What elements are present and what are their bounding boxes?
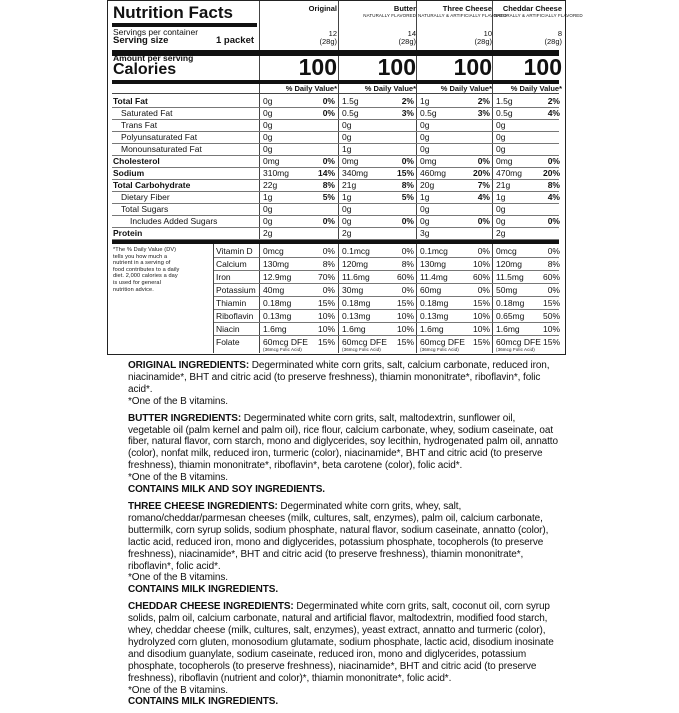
nutrient-amount-mono-1: 1g <box>342 144 352 154</box>
vitamin-amount-potassium-1: 30mg <box>342 285 364 295</box>
cheddar-cheese-b-vitamins-note: *One of the B vitamins. <box>128 684 228 696</box>
vitamin-amount-thiamin-3: 0.18mg <box>496 298 525 308</box>
dv-rule <box>112 93 559 94</box>
column-header-1: Butter <box>393 4 416 13</box>
nutrient-amount-mono-2: 0g <box>420 144 430 154</box>
calories-value-0: 100 <box>298 54 337 80</box>
serving-grams-0: (28g) <box>319 37 337 46</box>
calories-value-2: 100 <box>453 54 492 80</box>
nutrient-dv-chol-0: 0% <box>322 156 335 166</box>
panel-title: Nutrition Facts <box>113 3 233 22</box>
nutrient-amount-chol-0: 0mg <box>263 156 280 166</box>
nutrient-dv-sodium-1: 15% <box>396 168 414 178</box>
serving-grams-3: (28g) <box>544 37 562 46</box>
vitamin-amount-vitd-3: 0mcg <box>496 246 517 256</box>
vitamin-dv-calcium-3: 8% <box>547 259 560 269</box>
nutrient-dv-fat-3: 2% <box>547 96 560 106</box>
folic-acid-note-2: (36mcg Folic Acid) <box>420 347 459 352</box>
nutrient-label-fat: Total Fat <box>113 96 148 106</box>
nutrient-amount-fiber-3: 1g <box>496 192 506 202</box>
vitamin-dv-folate-2: 15% <box>472 337 490 347</box>
nutrient-amount-trans-1: 0g <box>342 120 352 130</box>
vitamin-dv-potassium-3: 0% <box>547 285 560 295</box>
nutrient-amount-fiber-2: 1g <box>420 192 430 202</box>
vitamin-dv-riboflavin-3: 50% <box>542 311 560 321</box>
vitamin-dv-potassium-0: 0% <box>322 285 335 295</box>
vitamin-dv-riboflavin-0: 10% <box>317 311 335 321</box>
nutrient-amount-fat-3: 1.5g <box>496 96 513 106</box>
nutrient-amount-sat-2: 0.5g <box>420 108 437 118</box>
vitamin-dv-riboflavin-1: 10% <box>396 311 414 321</box>
vitamin-label-riboflavin: Riboflavin <box>216 311 254 321</box>
nutrient-dv-carb-0: 8% <box>322 180 335 190</box>
vitamin-amount-calcium-1: 120mg <box>342 259 368 269</box>
row-rule <box>112 239 559 240</box>
vitamin-dv-vitd-0: 0% <box>322 246 335 256</box>
vitamin-dv-iron-1: 60% <box>396 272 414 282</box>
vitamin-label-calcium: Calcium <box>216 259 247 269</box>
nutrient-amount-sat-3: 0.5g <box>496 108 513 118</box>
vitamin-amount-niacin-3: 1.6mg <box>496 324 520 334</box>
vitamin-dv-iron-3: 60% <box>542 272 560 282</box>
vitamin-dv-vitd-3: 0% <box>547 246 560 256</box>
daily-value-footnote: *The % Daily Value (DV) tells you how much a nutrient in a serving of food contributes to a daily diet. 2,000 calories a day is used for general nutrition advice. <box>113 247 180 293</box>
servings-value-1: 14 <box>407 29 416 38</box>
original-b-vitamins-note: *One of the B vitamins. <box>128 395 228 407</box>
nutrient-amount-sodium-3: 470mg <box>496 168 522 178</box>
original-ingredients <box>128 360 560 408</box>
nutrient-amount-sat-1: 0.5g <box>342 108 359 118</box>
vitamin-dv-thiamin-3: 15% <box>542 298 560 308</box>
nutrient-amount-carb-0: 22g <box>263 180 278 190</box>
nutrient-amount-fat-0: 0g <box>263 96 273 106</box>
nutrient-amount-chol-1: 0mg <box>342 156 359 166</box>
nutrient-amount-mono-0: 0g <box>263 144 273 154</box>
three-cheese-allergen-statement: CONTAINS MILK INGREDIENTS. <box>128 584 278 596</box>
vitamin-dv-niacin-1: 10% <box>396 324 414 334</box>
nutrient-label-trans: Trans Fat <box>121 120 158 130</box>
nutrient-amount-fat-1: 1.5g <box>342 96 359 106</box>
column-header-0: Original <box>308 4 337 13</box>
vitamin-label-thiamin: Thiamin <box>216 298 247 308</box>
butter-ingredients <box>128 413 560 496</box>
nutrient-dv-added-1: 0% <box>401 216 414 226</box>
nutrient-dv-sat-1: 3% <box>401 108 414 118</box>
calories-label: Calories <box>113 61 177 78</box>
nutrient-amount-added-0: 0g <box>263 216 273 226</box>
butter-allergen-statement: CONTAINS MILK AND SOY INGREDIENTS. <box>128 484 325 496</box>
vitamin-dv-potassium-2: 0% <box>477 285 490 295</box>
vitamin-amount-riboflavin-2: 0.13mg <box>420 311 449 321</box>
nutrient-amount-sugars-0: 0g <box>263 204 273 214</box>
row-rule <box>112 119 559 120</box>
column-flavor-note-2: NATURALLY & ARTIFICIALLY FLAVORED <box>418 13 507 18</box>
vitamin-amount-niacin-1: 1.6mg <box>342 324 366 334</box>
nutrient-label-sat: Saturated Fat <box>121 108 173 118</box>
vitamin-dv-potassium-1: 0% <box>401 285 414 295</box>
row-rule <box>112 155 559 156</box>
serving-size-value: 1 packet <box>216 35 255 46</box>
vitamin-amount-iron-1: 11.6mg <box>342 272 370 282</box>
nutrient-amount-carb-1: 21g <box>342 180 357 190</box>
nutrient-dv-chol-2: 0% <box>477 156 490 166</box>
vitamin-amount-iron-0: 12.9mg <box>263 272 292 282</box>
nutrient-amount-protein-0: 2g <box>263 228 273 238</box>
nutrient-label-protein: Protein <box>113 228 143 238</box>
nutrient-amount-sodium-1: 340mg <box>342 168 368 178</box>
nutrient-amount-trans-0: 0g <box>263 120 273 130</box>
vitamin-amount-folate-2: 60mcg DFE <box>420 337 465 347</box>
servings-label: Servings per container <box>113 27 199 37</box>
vitamin-row-rule <box>214 283 559 284</box>
nutrient-label-poly: Polyunsaturated Fat <box>121 132 198 142</box>
nutrient-dv-sat-2: 3% <box>477 108 490 118</box>
vitamin-amount-niacin-2: 1.6mg <box>420 324 444 334</box>
vitamin-amount-vitd-2: 0.1mcg <box>420 246 448 256</box>
column-flavor-note-1: NATURALLY FLAVORED <box>363 13 416 18</box>
nutrient-amount-poly-1: 0g <box>342 132 352 142</box>
dv-header-0: % Daily Value* <box>285 84 337 93</box>
nutrient-dv-sodium-2: 20% <box>472 168 490 178</box>
vitamin-amount-riboflavin-3: 0.65mg <box>496 311 525 321</box>
servings-value-2: 10 <box>483 29 492 38</box>
nutrient-dv-fiber-1: 5% <box>401 192 414 202</box>
vitamin-dv-thiamin-1: 15% <box>396 298 414 308</box>
nutrient-label-mono: Monounsaturated Fat <box>121 144 202 154</box>
nutrition-facts-panel <box>107 0 583 355</box>
vitamin-dv-iron-2: 60% <box>472 272 490 282</box>
nutrient-label-carb: Total Carbohydrate <box>113 180 191 190</box>
cheddar-cheese-allergen-statement: CONTAINS MILK INGREDIENTS. <box>128 696 278 708</box>
three-cheese-b-vitamins-note: *One of the B vitamins. <box>128 572 228 584</box>
vitamin-amount-iron-3: 11.5mg <box>496 272 524 282</box>
vitamin-amount-folate-3: 60mcg DFE <box>496 337 541 347</box>
nutrient-amount-mono-3: 0g <box>496 144 506 154</box>
vitamin-dv-folate-0: 15% <box>317 337 335 347</box>
serving-size-label: Serving size <box>113 35 169 46</box>
vitamin-dv-calcium-2: 10% <box>472 259 490 269</box>
three-cheese-ingredients-label: THREE CHEESE INGREDIENTS: <box>128 500 278 512</box>
vitamin-amount-calcium-2: 130mg <box>420 259 446 269</box>
nutrient-amount-trans-2: 0g <box>420 120 430 130</box>
calories-value-3: 100 <box>523 54 562 80</box>
vitamin-label-vitd: Vitamin D <box>216 246 253 256</box>
vitamin-dv-thiamin-0: 15% <box>317 298 335 308</box>
nutrient-dv-fat-1: 2% <box>401 96 414 106</box>
nutrient-dv-fat-0: 0% <box>322 96 335 106</box>
nutrient-amount-sugars-2: 0g <box>420 204 430 214</box>
servings-value-0: 12 <box>328 29 337 38</box>
dv-header-3: % Daily Value* <box>510 84 562 93</box>
nutrient-amount-protein-2: 3g <box>420 228 430 238</box>
serving-grams-2: (28g) <box>474 37 492 46</box>
nutrient-label-added: Includes Added Sugars <box>130 216 218 226</box>
vitamin-row-rule <box>214 270 559 271</box>
vitamin-dv-folate-3: 15% <box>542 337 560 347</box>
vitamin-divider <box>213 244 214 353</box>
nutrient-amount-fiber-1: 1g <box>342 192 352 202</box>
vitamin-row-rule <box>214 296 559 297</box>
vitamin-row-rule <box>214 309 559 310</box>
vitamin-amount-vitd-0: 0mcg <box>263 246 284 256</box>
nutrient-dv-added-2: 0% <box>477 216 490 226</box>
vitamin-row-rule <box>214 257 559 258</box>
nutrient-amount-sugars-1: 0g <box>342 204 352 214</box>
vitamin-dv-iron-0: 70% <box>317 272 335 282</box>
vitamin-dv-folate-1: 15% <box>396 337 414 347</box>
title-rule <box>112 23 257 27</box>
serving-grams-1: (28g) <box>398 37 416 46</box>
nutrient-amount-protein-3: 2g <box>496 228 506 238</box>
folic-acid-note-1: (36mcg Folic Acid) <box>342 347 381 352</box>
original-ingredients-label: ORIGINAL INGREDIENTS: <box>128 360 250 371</box>
nutrient-amount-fat-2: 1g <box>420 96 430 106</box>
row-rule <box>112 203 559 204</box>
nutrient-dv-fiber-2: 4% <box>477 192 490 202</box>
nutrient-label-sodium: Sodium <box>113 168 145 178</box>
vitamin-label-potassium: Potassium <box>216 285 256 295</box>
nutrient-amount-trans-3: 0g <box>496 120 506 130</box>
nutrient-dv-carb-1: 8% <box>401 180 414 190</box>
row-rule <box>112 227 559 228</box>
nutrient-label-chol: Cholesterol <box>113 156 160 166</box>
vitamin-dv-vitd-2: 0% <box>477 246 490 256</box>
nutrient-dv-added-0: 0% <box>322 216 335 226</box>
cheddar-cheese-ingredients <box>128 601 560 708</box>
vitamin-dv-thiamin-2: 15% <box>472 298 490 308</box>
vitamin-amount-iron-2: 11.4mg <box>420 272 448 282</box>
vitamin-amount-folate-0: 60mcg DFE <box>263 337 308 347</box>
vitamin-amount-niacin-0: 1.6mg <box>263 324 287 334</box>
butter-ingredients-text: Degerminated white corn grits, salt, maltodextrin, sunflower oil, vegetable oil (palm kernel and palm oil), rice flour, calcium carbonate, whey, sodium caseinate, oat fiber, natural flavor, corn starch, mono and diglycerides, soy lecithin, hydrogenated palm oil, annatto (color), nonfat milk, reduced iron, turmeric (color), niacinamide*, BHT and citric acid (to preserve freshness), thiamin mononitrate*, riboflavin*, beta carotene (color), folic acid*. <box>128 412 558 472</box>
nutrient-amount-carb-2: 20g <box>420 180 435 190</box>
nutrient-dv-chol-3: 0% <box>547 156 560 166</box>
amount-per-serving-label: Amount per serving <box>113 53 194 63</box>
nutrient-amount-chol-2: 0mg <box>420 156 437 166</box>
column-header-2: Three Cheese <box>442 4 492 13</box>
nutrient-dv-chol-1: 0% <box>401 156 414 166</box>
vitamin-row-rule <box>214 335 559 336</box>
vitamin-amount-potassium-2: 60mg <box>420 285 442 295</box>
vitamin-amount-calcium-0: 130mg <box>263 259 289 269</box>
servings-value-3: 8 <box>557 29 562 38</box>
nutrient-label-fiber: Dietary Fiber <box>121 192 170 202</box>
calories-value-1: 100 <box>377 54 416 80</box>
vitamin-dv-niacin-0: 10% <box>317 324 335 334</box>
nutrient-amount-sat-0: 0g <box>263 108 273 118</box>
vitamin-dv-niacin-2: 10% <box>472 324 490 334</box>
dv-header-2: % Daily Value* <box>440 84 492 93</box>
vitamin-label-niacin: Niacin <box>216 324 240 334</box>
column-flavor-note-3: NATURALLY & ARTIFICIALLY FLAVORED <box>494 13 583 18</box>
nutrient-dv-carb-2: 7% <box>477 180 490 190</box>
three-cheese-ingredients-text: Degerminated white corn grits, whey, salt, romano/cheddar/parmesan cheeses (milk, cultures, salt, enzymes), palm oil, calcium carbonate, buttermilk, corn syrup solids, sodium phosphate, natural flavor, sodium caseinate, annatto (color), lactic acid, reduced iron, mono and diglycerides, potassium phosphate, tocopherols (to preserve freshness), niacinamide*, BHT and citric acid (to preserve freshness), thiamin mononitrate*, riboflavin*, folic acid*. <box>128 500 549 572</box>
nutrient-amount-sodium-0: 310mg <box>263 168 289 178</box>
vitamin-amount-folate-1: 60mcg DFE <box>342 337 387 347</box>
column-header-3: Cheddar Cheese <box>502 4 562 13</box>
vitamin-dv-calcium-1: 8% <box>401 259 414 269</box>
vitamin-dv-calcium-0: 8% <box>322 259 335 269</box>
vitamin-amount-thiamin-0: 0.18mg <box>263 298 292 308</box>
vitamin-amount-thiamin-1: 0.18mg <box>342 298 371 308</box>
row-rule <box>112 167 559 168</box>
butter-ingredients-label: BUTTER INGREDIENTS: <box>128 412 242 424</box>
nutrient-dv-fiber-0: 5% <box>322 192 335 202</box>
vitamin-dv-niacin-3: 10% <box>542 324 560 334</box>
nutrient-amount-poly-2: 0g <box>420 132 430 142</box>
nutrient-dv-sat-0: 0% <box>322 108 335 118</box>
nutrient-dv-sodium-3: 20% <box>542 168 560 178</box>
nutrient-label-sugars: Total Sugars <box>121 204 169 214</box>
ingredients-section <box>128 360 560 713</box>
nutrient-amount-added-2: 0g <box>420 216 430 226</box>
nutrient-amount-protein-1: 2g <box>342 228 352 238</box>
nutrient-amount-chol-3: 0mg <box>496 156 513 166</box>
nutrient-amount-sugars-3: 0g <box>496 204 506 214</box>
nutrient-dv-fat-2: 2% <box>477 96 490 106</box>
nutrient-dv-sodium-0: 14% <box>317 168 335 178</box>
vitamin-amount-calcium-3: 120mg <box>496 259 522 269</box>
vitamin-row-rule <box>214 322 559 323</box>
nutrient-amount-fiber-0: 1g <box>263 192 273 202</box>
nutrient-amount-poly-0: 0g <box>263 132 273 142</box>
vitamin-label-iron: Iron <box>216 272 231 282</box>
dv-header-1: % Daily Value* <box>364 84 416 93</box>
vitamin-dv-vitd-1: 0% <box>401 246 414 256</box>
three-cheese-ingredients <box>128 501 560 596</box>
vitamin-label-folate: Folate <box>216 337 240 347</box>
row-rule <box>112 107 559 108</box>
nutrient-dv-carb-3: 8% <box>547 180 560 190</box>
vitamin-dv-riboflavin-2: 10% <box>472 311 490 321</box>
nutrient-amount-added-1: 0g <box>342 216 352 226</box>
nutrient-amount-added-3: 0g <box>496 216 506 226</box>
butter-b-vitamins-note: *One of the B vitamins. <box>128 472 228 484</box>
folic-acid-note-0: (36mcg Folic Acid) <box>263 347 302 352</box>
vitamin-amount-riboflavin-0: 0.13mg <box>263 311 292 321</box>
nutrient-amount-poly-3: 0g <box>496 132 506 142</box>
original-ingredients-text: Degerminated white corn grits, salt, calcium carbonate, reduced iron, niacinamide*, BHT and citric acid (to preserve freshness), thiamin mononitrate*, riboflavin*, folic acid*. <box>128 360 550 395</box>
vitamin-amount-thiamin-2: 0.18mg <box>420 298 449 308</box>
vitamin-amount-potassium-0: 40mg <box>263 285 285 295</box>
nutrient-dv-added-3: 0% <box>547 216 560 226</box>
row-rule <box>112 191 559 192</box>
nutrient-amount-carb-3: 21g <box>496 180 511 190</box>
cheddar-cheese-ingredients-label: CHEDDAR CHEESE INGREDIENTS: <box>128 601 294 613</box>
vitamin-amount-vitd-1: 0.1mcg <box>342 246 370 256</box>
vitamin-amount-potassium-3: 50mg <box>496 285 518 295</box>
vitamin-amount-riboflavin-1: 0.13mg <box>342 311 371 321</box>
nutrient-dv-fiber-3: 4% <box>547 192 560 202</box>
nutrient-amount-sodium-2: 460mg <box>420 168 446 178</box>
folic-acid-note-3: (36mcg Folic Acid) <box>496 347 535 352</box>
cheddar-cheese-ingredients-text: Degerminated white corn grits, salt, coconut oil, corn syrup solids, palm oil, calcium carbonate, natural and artificial flavor, maltodextrin, modified food starch, whey, cheddar cheese (milk, cultures, salt, enzymes), yeast extract, annatto and turmeric (color), hydrolyzed corn gluten, monosodium glutamate, sodium phosphate, lactic acid, disodium inosinate and disodium guanylate, sodium caseinate, reduced iron, mono and diglycerides, potassium phosphate, tocopherols (to preserve freshness), niacinamide*, BHT and citric acid (to preserve freshness), riboflavin (nutrient and color)*, thiamin mononitrate*, folic acid*. <box>128 601 554 684</box>
nutrient-dv-sat-3: 4% <box>547 108 560 118</box>
